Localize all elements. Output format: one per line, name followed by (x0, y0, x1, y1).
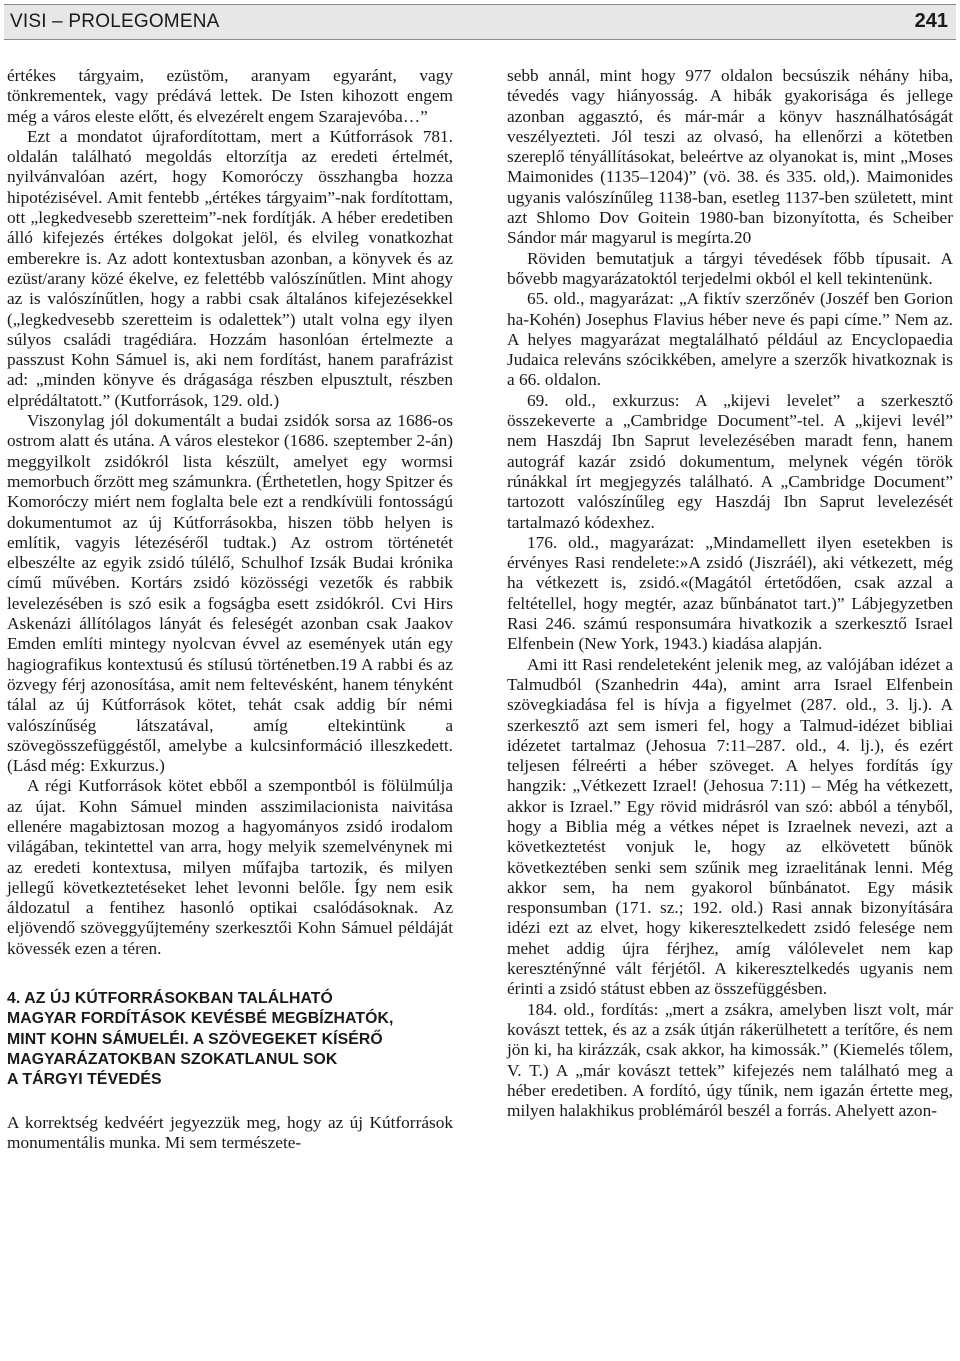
section-heading-line: A TÁRGYI TÉVEDÉS (7, 1071, 162, 1089)
paragraph: A régi Kutforrások kötet ebből a szempontból is fölülmúlja az újat. Kohn Sámuel minden asszimilacionista naivitása ellenére magabiztosan mozog a hagyományos zsidó irodalom világában, tekintettel van arra, hogy melyik szemelvénynek mi az eredeti kontextusa, milyen műfajba tartozik, és milyen jellegű következtetéseket lehet levonni belőle. Így nem esik áldozatul a fentihez hasonló optikai csalódásoknak. Az eljövendő szöveggyűjtemény szerkesztői Kohn Sámuel példáját kövessék ezen a téren. (7, 776, 453, 958)
section-heading-line: MINT KOHN SÁMUELÉI. A SZÖVEGEKET KÍSÉRŐ (7, 1030, 383, 1048)
left-column (7, 66, 453, 1153)
section-heading-line: MAGYAR FORDÍTÁSOK KEVÉSBÉ MEGBÍZHATÓK, (7, 1010, 394, 1028)
section-heading-line: MAGYARÁZATOKBAN SZOKATLANUL SOK (7, 1050, 338, 1068)
paragraph: 69. old., exkurzus: A „kijevi levelet” a szerkesztő összekeverte a „Cambridge Document”-tel. A „kijevi levél” nem Haszdáj Ibn Saprut levelezésében maradt fenn, hanem autográf kazár zsidó dokumentum, melynek végén török rúnákkal írt megjegyzés található. A „Cambridge Document” tartozott valószínűleg egy Haszdáj Ibn Saprut levelezését tartalmazó kódexhez. (507, 390, 953, 532)
paragraph: A korrektség kedvéért jegyezzük meg, hogy az új Kútforrások monumentális munka. Mi sem természete- (7, 1112, 453, 1152)
right-column (507, 66, 953, 1121)
paragraph: Viszonylag jól dokumentált a budai zsidók sorsa az 1686-os ostrom alatt és utána. A város elestekor (1686. szeptember 2-án) meggyilkolt zsidókról lista készült, amelyet egy wormsi memorbuch őrzött meg számunkra. (Érthetetlen, hogy Spitzer és Komoróczy miért nem foglalta bele ezt a rendkívüli fontosságú dokumentumot az új Kútforrásokba, hiszen több helyen is említik, vagyis létezéséről tudtak.) Az ostrom történetét elbeszélte az egyik zsidó túlélő, Schulhof Izsák Budai krónika című művében. Kortárs zsidó közösségi vezetők és rabbik levelezésében is szó esik a fogságba esett zsidókról. Cvi Hirs Askenázi állítólagos lányát és feleségét azonban csak Jaakov Emden említi mintegy nyolcvan évvel az események után egy hagiografikus kontextusú és stílusú történetben.19 A rabbi és az özvegy férj azonosítása, amit nem feltevésként, hanem tényként tálal az új Kútforrások kötet, tehát csak addig bír némi valószínűség látszatával, amíg eltekintünk a szövegösszefüggéstől, amelybe a kulcsinformáció illeszkedett. (Lásd még: Exkurzus.) (7, 411, 453, 776)
running-head-section: VISI – PROLEGOMENA (10, 11, 220, 32)
running-head (4, 4, 956, 40)
paragraph: Ami itt Rasi rendeleteként jelenik meg, az valójában idézet a Talmudból (Szanhedrin 44a), amint arra Israel Elfenbein szövegkiadása fel is hívja a figyelmet (287. old., 3. lj.). A szerkesztő azt sem ismeri fel, hogy a Talmud-idézet bibliai idézetet tartalmaz (Jehosua 7:11–287. old., 4. lj.), és ezért teljesen félreérti a héber szöveget. A helyes fordítás így hangzik: „Vétkezett Izrael! (Jehosua 7:11) – Még ha vétkezett, akkor is Izrael.” Egy rövid midrásról van szó: abból a tényből, hogy a Biblia még a vétkes népet is Izraelnek nevezi, azt a következtetést vonjuk le, hogy az elkövetett bűnök következtében senki sem szűnik meg izraelitának lenni. Még akkor sem, ha nem gyakorol bűnbánatot. Egy másik responsumban (171. sz.; 192. old.) Rasi annak bizonyítására idézi ezt az elvet, hogy kikeresztelkedett zsidó felesége nem mehet addig újra férjhez, amíg válólevelet nem kap keresztény̋nné vált férjétől. A kikeresztelkedés ugyanis nem érinti a zsidó státust ebben az összefüggésben. (507, 654, 953, 999)
paragraph: 65. old., magyarázat: „A fiktív szerzőnév (Joszéf ben Gorion ha-Kohén) Josephus Flavius héber neve és papi címe.” Nem az. A helyes magyarázat megtalálható például az Encyclopaedia Judaica releváns szócikkében, amelyre a szerzők hivatkoznak is a 66. oldalon. (507, 289, 953, 390)
paragraph: Ezt a mondatot újrafordítottam, mert a Kútforrások 781. oldalán található megoldás eltorzítja az eredeti értelmét, nyilvánvalóan azért, hogy Komoróczy összhangba hozza hipotézisével. Amit fentebb „értékes tárgyaim”-nak fordítottam, ott „legkedvesebb szeretteim”-nek fordítják. A héber eredetiben álló kifejezés értékes dolgokat jelöl, és elvileg vonatkozhat emberekre is. Az adott kontextusban azonban, a könyvek és az ezüst/arany közé ékelve, ez felettébb valószínűtlen. Mint ahogy az is valószínűtlen, hogy a rabbi csak általános kifejezésekkel („legkedvesebb szeretteim is odalettek”) utalt volna egy ilyen súlyos családi tragédiára. Hozzám hasonlóan értelmezte a passzust Kohn Sámuel is, aki nem fordítást, hanem parafrázist ad: „minden könyve és drágasága részben elpusztult, részben elprédáltatott.” (Kutforrások, 129. old.) (7, 126, 453, 410)
paragraph: 176. old., magyarázat: „Mindamellett ilyen esetekben is érvényes Rasi rendelete:»A zsidó (Jiszráél), aki vétkezett, még ha vétkezett is, zsidó.«(Magától értetődően, csak azzal a feltétellel, hogy megtér, azaz bűnbánatot tart.)” Lábjegyzetben Rasi 246. számú responsumára hivatkozik a szerkesztő Israel Elfenbein (New York, 1943.) kiadása alapján. (507, 532, 953, 654)
paragraph: Röviden bemutatjuk a tárgyi tévedések főbb típusait. A bővebb magyarázatoktól terjedelmi okból el kell tekintenünk. (507, 248, 953, 288)
section-heading-line: 4. AZ ÚJ KÚTFORRÁSOKBAN TALÁLHATÓ (7, 990, 333, 1008)
section-heading (7, 989, 453, 1090)
paragraph: 184. old., fordítás: „mert a zsákra, amelyben liszt volt, már kovászt tettek, és az a zsák útján rákerülhetett a terítőre, és nem jön ki, ha kirázzák, csak akkor, ha kimossák.” (Kiemelés tőlem, V. T.) A „már kovászt tettek” kifejezés nem található meg a héber eredetiben. A fordító, úgy tűnik, nem igazán értette meg, milyen halakhikus problémáról beszél a forrás. Ahelyett azon- (507, 999, 953, 1121)
page-number: 241 (914, 10, 948, 32)
paragraph: sebb annál, mint hogy 977 oldalon becsúszik néhány hiba, tévedés vagy hiányosság. A hibák gyakorisága és jellege azonban aggasztó, és már-már a könyv használhatóságát veszélyezteti. Jól teszi az olvasó, ha ellenőrzi a kötetben szereplő tényállításokat, beleértve az olyanokat is, mint „Moses Maimonides (1135–1204)” (vö. 38. és 335. old,). Maimonides ugyanis valószínűleg 1138-ban, esetleg 1137-ben született, mint azt Shlomo Dov Goitein 1980-ban bizonyította, és Scheiber Sándor már magyarul is megírta.20 (507, 66, 953, 248)
paragraph: értékes tárgyaim, ezüstöm, aranyam egyaránt, vagy tönkrementek, vagy prédává lettek. De Isten kihozott engem még a város eleste előtt, és elvezérelt engem Szarajevóba…” (7, 66, 453, 126)
